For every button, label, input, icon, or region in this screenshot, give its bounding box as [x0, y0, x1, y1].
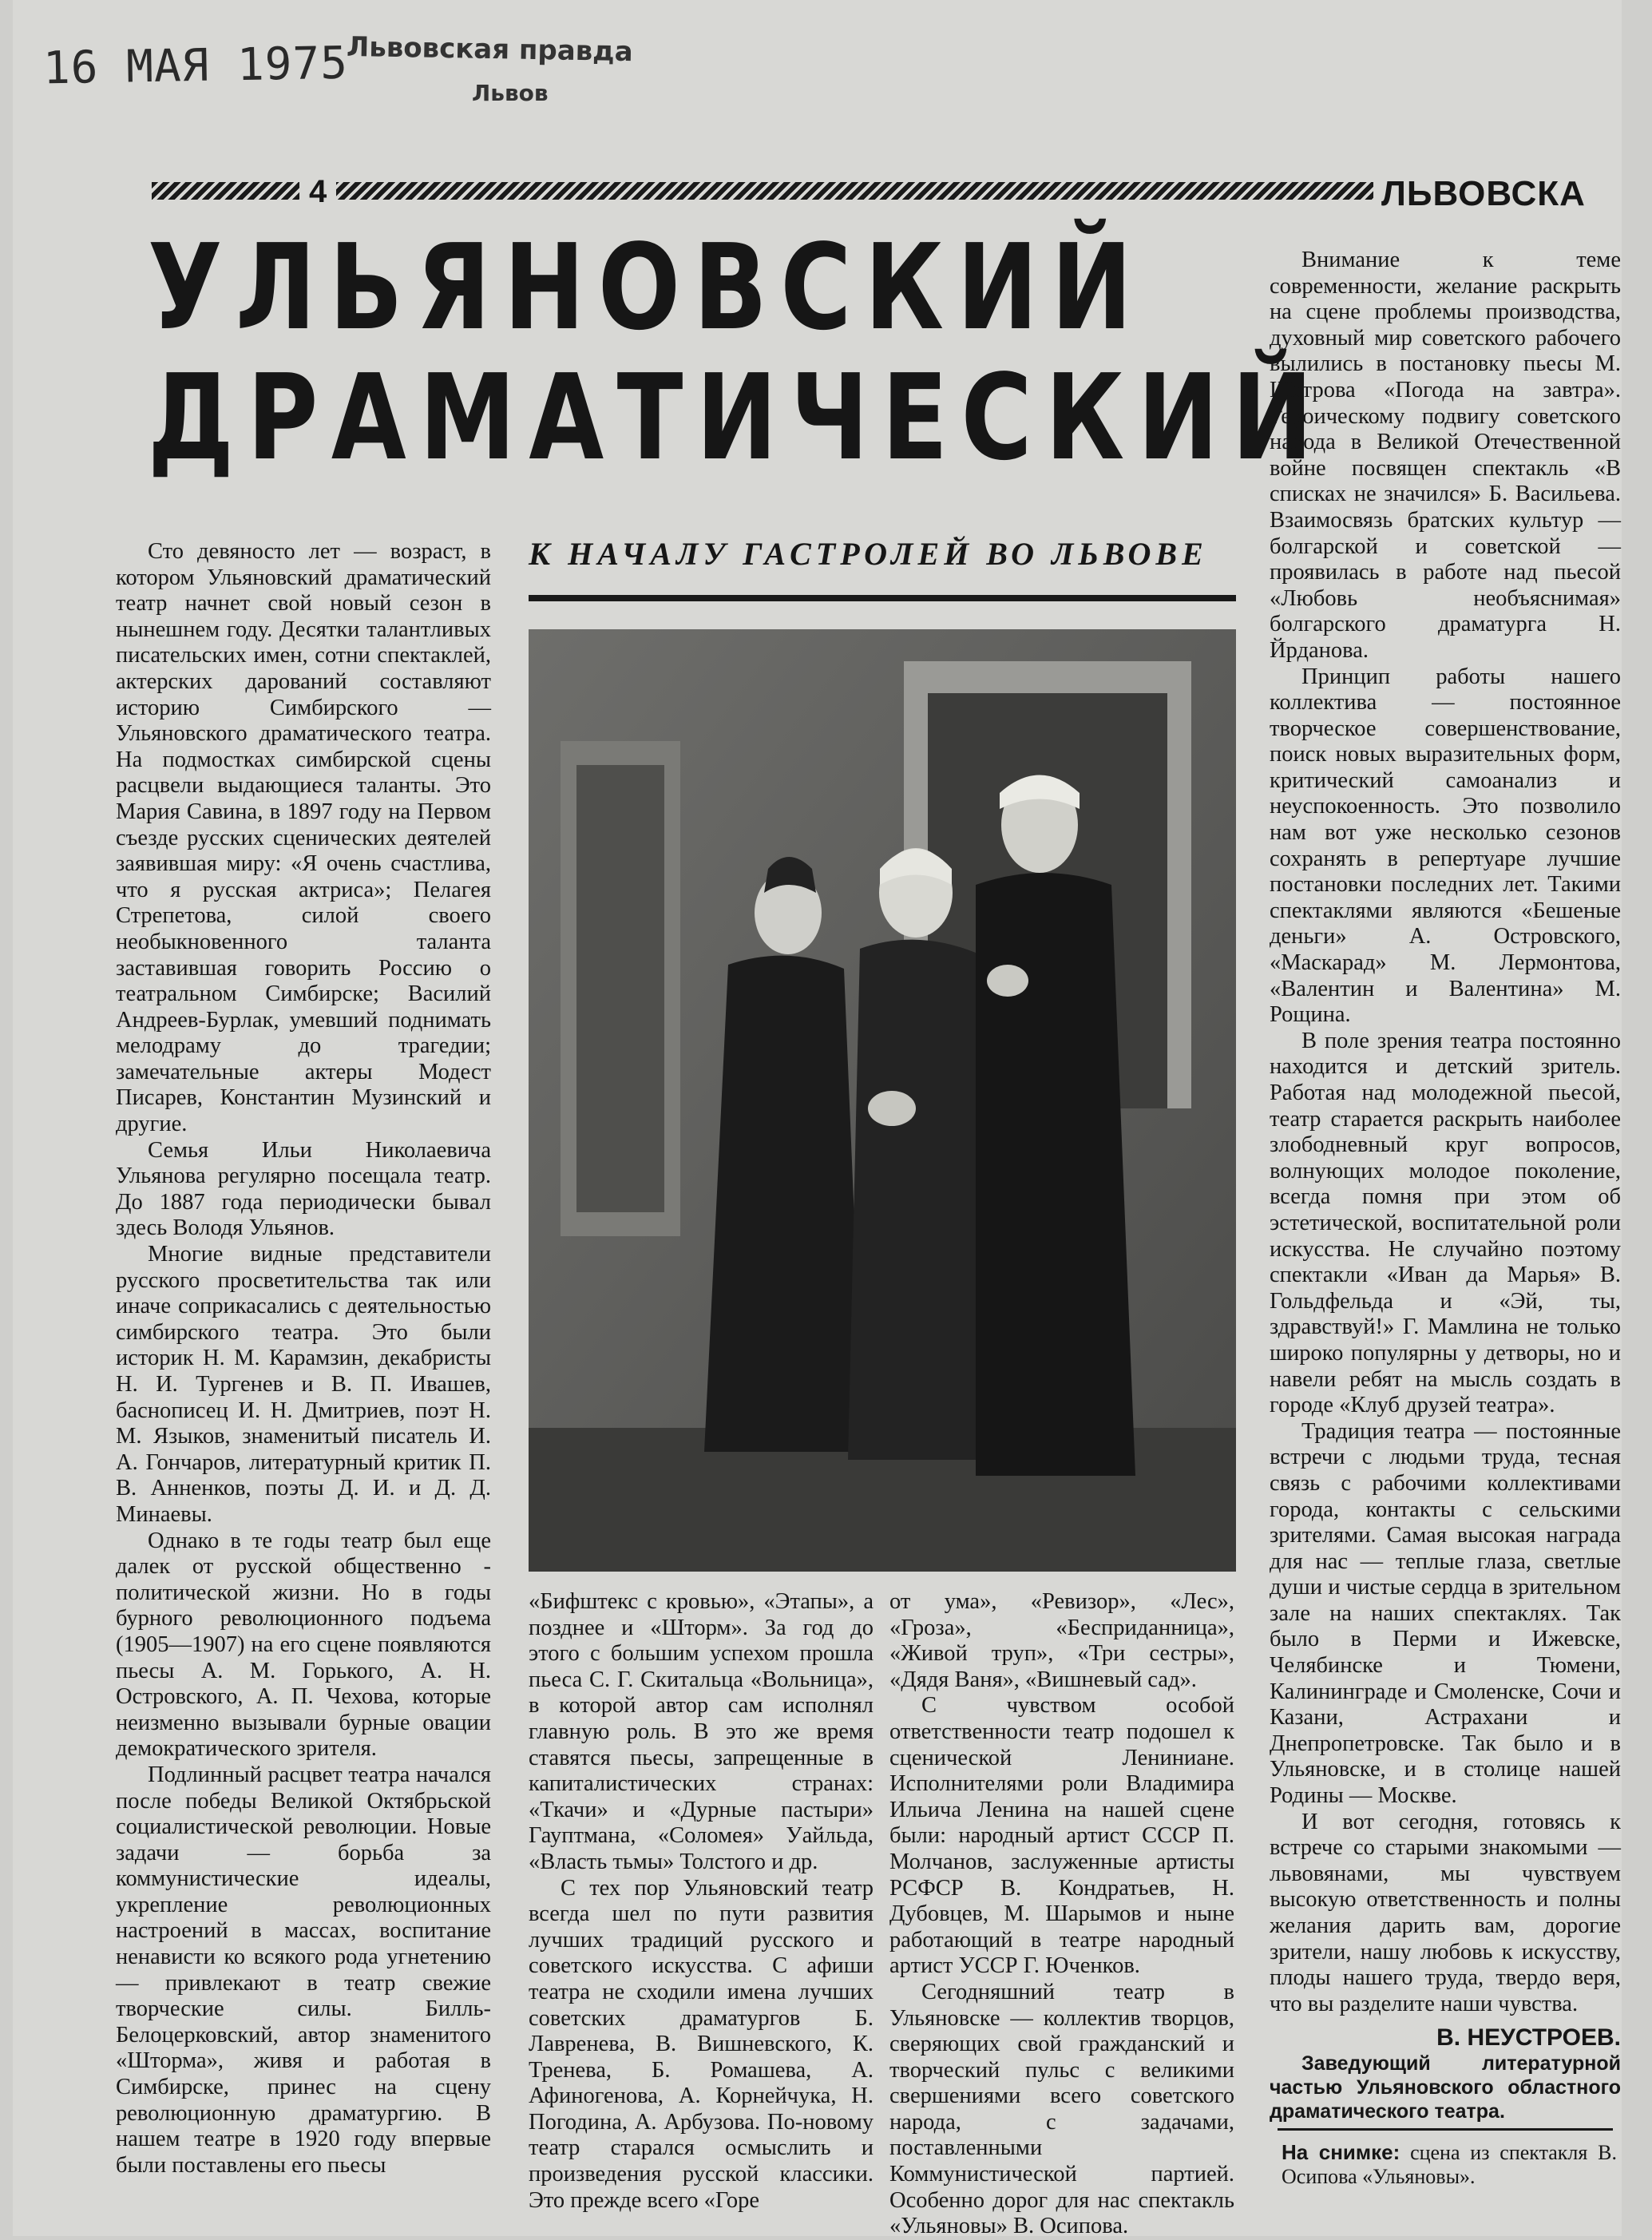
paragraph: Многие видные представители русского просветительства так или иначе соприкасались с деятельностью симбирского театра. Это были историк Н. М. Карамзин, декабристы Н. И. Тургенев и В. П. Ивашев, баснописец И. Н. Дмитриев, поэт Н. М. Языков, знаменитый писатель И. А. Гончаров, литературный критик П. В. Анненков, поэты Д. И. и Д. Д. Минаевы. [116, 1242, 491, 1527]
stage-photo [529, 629, 1236, 1572]
stage-photo-image [529, 629, 1236, 1572]
paragraph: Однако в те годы театр был еще далек от русской общественно - политической жизни. Но в годы бурного революционного подъема (1905—1907) на его сцене появляются пьесы А. М. Горького, А. Н. Островского, А. П. Чехова, которые неизменно вызывали бурные овации демократического зрителя. [116, 1528, 491, 1762]
paragraph: Сегодняшний театр в Ульяновске — коллектив творцов, сверяющих свой гражданский и творческий пульс с великими свершениями всего советского народа, с задачами, поставленными Коммунистической партией. Особенно дорог для нас спектакль «Ульяновы» В. Осипова. [889, 1979, 1234, 2239]
paragraph: Принцип работы нашего коллектива — постоянное творческое совершенствование, поиск новых выразительных форм, критический самоанализ и неуспокоенность. Это позволило нам вот уже несколько сезонов сохранять в репертуаре лучшие постановки последних лет. Такими спектаклями являются «Бешеные деньги» А. Островского, «Маскарад» М. Лермонтова, «Валентин и Валентина» М. Рощина. [1270, 664, 1621, 1028]
headline-line-1: УЛЬЯНОВСКИЙ [148, 219, 1146, 356]
date-stamp: 16 МАЯ 1975 [42, 37, 349, 95]
masthead: ЛЬВОВСКА [1381, 174, 1586, 213]
paragraph: И вот сегодня, готовясь к встрече со старыми знакомыми — львовянами, мы чувствуем высокую ответственность и полны желания дарить вам, дорогие зрители, нашу любовь к искусству, плоды нашего труда, твердо веря, что вы разделите наши чувства. [1270, 1809, 1621, 2016]
photo-caption [1282, 2140, 1617, 2189]
article-column-2 [529, 1589, 874, 2214]
paragraph: В поле зрения театра постоянно находится и детский зритель. Работая над молодежной пьесой, театр старается раскрыть наиболее злободневный круг вопросов, волнующих молодое поколение, всегда помня при этом об эстетической, воспитательной роли искусства. Не случайно поэтому спектакли «Иван да Марья» В. Гольдфельда и «Эй, ты, здравствуй!» Г. Мамлина не только широко популярны у детворы, но и навели ребят на мысль создать в городе «Клуб друзей театра». [1270, 1028, 1621, 1418]
paragraph: С тех пор Ульяновский театр всегда шел по пути развития лучших традиций русского и советского искусства. С афиши театра не сходили имена лучших советских драматургов Б. Лавренева, В. Вишневского, К. Тренева, Б. Ромашева, А. Афиногенова, А. Корнейчука, Н. Погодина, А. Арбузова. По-новому театр старался осмыслить и произведения русской классики. Это прежде всего «Горе [529, 1875, 874, 2213]
headline-line-2: ДРАМАТИЧЕСКИЙ [148, 349, 1326, 486]
paragraph: Сто девяносто лет — возраст, в котором Ульяновский драматический театр начнет свой новый сезон в нынешнем году. Десятки талантливых писательских имен, сотни спектаклей, актерских дарований составляют историю Симбирского — Ульяновского драматического театра. На подмостках симбирской сцены расцвели выдающиеся таланты. Это Мария Савина, в 1897 году на Первом съезде русских сценических деятелей заявившая миру: «Я очень счастлива, что я русская актриса»; Пелагея Стрепетова, силой своего необыкновенного таланта заставившая говорить Россию о театральном Симбирске; Василий Андреев-Бурлак, умевший поднимать мелодраму до трагедии; замечательные актеры Модест Писарев, Константин Музинский и другие. [116, 539, 491, 1137]
paragraph: С чувством особой ответственности театр подошел к сценической Лениниане. Исполнителями роли Владимира Ильича Ленина на нашей сцене были: народный артист СССР П. Молчанов, заслуженные артисты РСФСР В. Кондратьев, Н. Дубовцев, М. Шарымов и ныне работающий в театре народный артист УССР Г. Юченков. [889, 1693, 1234, 1979]
article-column-3 [889, 1589, 1234, 2240]
caption-rule [1278, 2128, 1613, 2131]
paragraph: Традиция театра — постоянные встречи с людьми труда, тесная связь с рабочими коллективами города, контакты с сельскими зрителями. Самая высокая награда для нас — теплые глаза, светлые души и чистые сердца в зрительном зале на наших спектаклях. Так было в Перми и Ижевске, Челябинске и Тюмени, Калининграде и Смоленске, Сочи и Казани, Астрахани и Днепропетровске. Так было и в Ульяновске, и в столице нашей Родины — Москве. [1270, 1418, 1621, 1809]
caption-lead: На снимке: [1282, 2140, 1400, 2164]
paragraph: «Бифштекс с кровью», «Этапы», а позднее и «Шторм». За год до этого с большим успехом прошла пьеса С. Г. Скитальца «Вольница», в которой автор сам исполнял главную роль. В это же время ставятся пьесы, запрещенные в капиталистических странах: «Ткачи» и «Дурные пастыри» Гауптмана, «Соломея» Уайльда, «Власть тьмы» Толстого и др. [529, 1589, 874, 1874]
article-column-4 [1270, 248, 1621, 2123]
caption-text: сцена из спектакля В. Осипова «Ульяновы». [1282, 2141, 1617, 2188]
page-number: 4 [299, 176, 336, 208]
paragraph: Подлинный расцвет театра начался после победы Великой Октябрьской социалистической революции. Новые задачи — борьба за коммунистические идеалы, укрепление революционных настроений в массах, воспитание ненависти ко всякого рода угнетению — привлекают в театр свежие творческие силы. Билль-Белоцерковский, автор знаменитого «Шторма», живя и работая в Симбирске, принес на сцену революционную драматургию. В нашем театре в 1920 году впервые были поставлены его пьесы [116, 1762, 491, 2178]
author-signature: В. НЕУСТРОЕВ. [1436, 2024, 1621, 2052]
city-stamp: Львов [472, 80, 549, 106]
author-role: Заведующий литературной частью Ульяновского областного драматического театра. [1270, 2052, 1621, 2123]
subheadline: К НАЧАЛУ ГАСТРОЛЕЙ ВО ЛЬВОВЕ [529, 536, 1208, 572]
newspaper-name-stamp: Львовская правда [346, 30, 633, 69]
paragraph: Семья Ильи Николаевича Ульянова регулярно посещала театр. До 1887 года периодически бывал здесь Володя Ульянов. [116, 1137, 491, 1241]
paragraph: Внимание к теме современности, желание раскрыть на сцене проблемы производства, духовный мир советского рабочего вылились в постановку пьесы М. Шатрова «Погода на завтра». Героическому подвигу советского народа в Великой Отечественной войне посвящен спектакль «В списках не значился» Б. Васильева. Взаимосвязь братских культур — болгарской и советской — проявилась в работе над пьесой «Любовь необъяснимая» болгарского драматурга Н. Йрданова. [1270, 248, 1621, 663]
article-column-1 [116, 539, 491, 2179]
paragraph: от ума», «Ревизор», «Лес», «Гроза», «Бесприданница», «Живой труп», «Три сестры», «Дядя Ваня», «Вишневый сад». [889, 1589, 1234, 1692]
subheadline-rule [529, 595, 1236, 601]
